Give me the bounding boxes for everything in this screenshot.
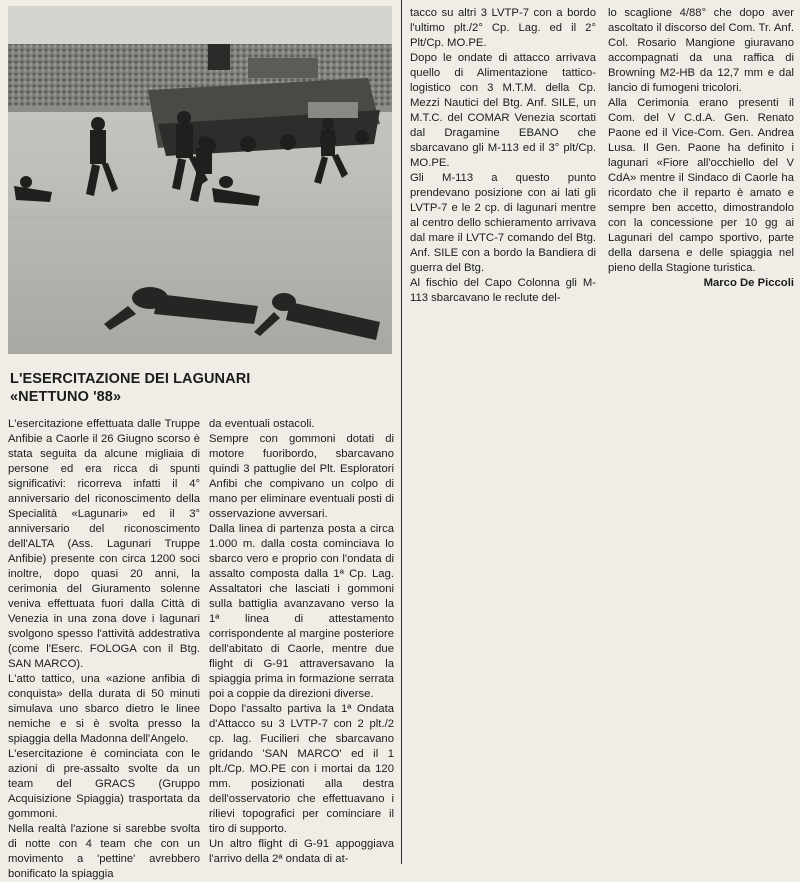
paragraph: L'esercitazione è cominciata con le azioni di pre-assalto svolte da un team del GRACS (Gruppo Acquisizione Spiaggia) trasportata da gommoni. [8, 748, 200, 820]
paragraph: tacco su altri 3 LVTP-7 con a bordo l'ultimo plt./2° Cp. Lag. ed il 2° Plt/Cp. MO.PE. [410, 7, 596, 49]
photo-illustration-icon [8, 6, 392, 354]
column-divider [401, 0, 402, 864]
paragraph: Un altro flight di G-91 appoggiava l'arrivo della 2ª ondata di at- [209, 838, 394, 865]
paragraph: L'esercitazione effettuata dalle Truppe Anfibie a Caorle il 26 Giugno scorso è stata seguita da alcune migliaia di persone ed era ricca di spunti significativi: ricorreva infatti il 4° anniversario del riconoscimento della Specialità «Lagunari» ed il 3° anniversario del riconoscimento dell'ALTA (Ass. Lagunari Truppe Anfibie) presente con circa 1200 soci inoltre, dopo quasi 20 anni, la cerimonia del Giuramento solenne veniva effettuata fuori dalla Città di Venezia in una zona dove i lagunari svolgono spesso l'attività addestrativa (come l'Eserc. FOLOGA con il Btg. SAN MARCO). [8, 418, 200, 670]
article-title-line-2: «NETTUNO '88» [10, 389, 122, 405]
paragraph: Dopo l'assalto partiva la 1ª Ondata d'Attacco su 3 LVTP-7 con 2 plt./2 cp. lag. Fucilieri che sbarcavano gridando 'SAN MARCO' ed il 1 plt./Cp. MO.PE con i mortai da 120 mm. posizionati alla destra dell'osservatorio che effettuavano i rilievi topografici per cominciare il tiro di supporto. [209, 703, 394, 835]
amphibious-landing-photo [8, 6, 392, 354]
paragraph: Dopo le ondate di attacco arrivava quello di Alimentazione tattico-logistico con 3 M.T.M. della Cp. Mezzi Nautici del Btg. Anf. SILE, un M.T.C. del COMAR Venezia scortati dal Dragamine EBANO che sbarcavano gli M-113 ed il 3° plt/Cp. MO.PE. [410, 52, 596, 169]
article-title [10, 370, 390, 406]
paragraph: lo scaglione 4/88° che dopo aver ascoltato il discorso del Com. Tr. Anf. Col. Rosario Mangione giuravano accompagnati da una raffica di Browning M2-HB da 12,7 mm e dal lancio di fumogeni tricolori. [608, 7, 794, 94]
paragraph: Gli M-113 a questo punto prendevano posizione con ai lati gli LVTP-7 e le 2 cp. di lagunari mentre al centro dello schieramento arrivava dal mare il LVTC-7 comando del Btg. Anf. SILE con a bordo la Bandiera di guerra del Btg. [410, 172, 596, 274]
paragraph: Nella realtà l'azione si sarebbe svolta di notte con 4 team che con un movimento a 'pettine' avrebbero bonificato la spiaggia [8, 823, 200, 880]
paragraph: L'atto tattico, una «azione anfibia di conquista» della durata di 50 minuti simulava uno sbarco dietro le linee nemiche e si è svolta presso la spiaggia della Madonna dell'Angelo. [8, 673, 200, 745]
article-title-line-1: L'ESERCITAZIONE DEI LAGUNARI [10, 371, 251, 387]
text-column-2 [209, 417, 394, 867]
text-column-4 [608, 6, 794, 291]
paragraph: Alla Cerimonia erano presenti il Com. del V C.d.A. Gen. Renato Paone ed il Vice-Com. Gen. Andrea Lusa. Il Gen. Paone ha definito i lagunari «Fiore all'occhiello del V CdA» mentre il Sindaco di Caorle ha ricordato che il reparto è amato e sempre ben accetto, dimostrandolo con la concessione per 10 gg ai Lagunari del campo sportivo, parte della darsena e delle spiaggia nel pieno della Stagione turistica. [608, 97, 794, 274]
paragraph: da eventuali ostacoli. [209, 418, 315, 430]
paragraph: Al fischio del Capo Colonna gli M-113 sbarcavano le reclute del- [410, 277, 596, 304]
text-column-1 [8, 417, 200, 882]
paragraph: Sempre con gommoni dotati di motore fuoribordo, sbarcavano quindi 3 pattuglie del Plt. Esploratori Anfibi che compivano un colpo di mano per eliminare eventuali posti di osservazione avversari. [209, 433, 394, 520]
paragraph: Dalla linea di partenza posta a circa 1.000 m. dalla costa cominciava lo sbarco vero e proprio con l'ondata di assalto composta dalla 1ª Cp. Lag. Assaltatori che lasciati i gommoni sulla battiglia avanzavano verso la 1ª linea di attestamento corrispondente al margine posteriore dell'abitato di Caorle, mentre due flight di G-91 attraversavano la spiaggia prima in formazione serrata poi a coppie da direzioni diverse. [209, 523, 394, 700]
text-column-3 [410, 6, 596, 306]
author-signature: Marco De Piccoli [703, 277, 794, 289]
